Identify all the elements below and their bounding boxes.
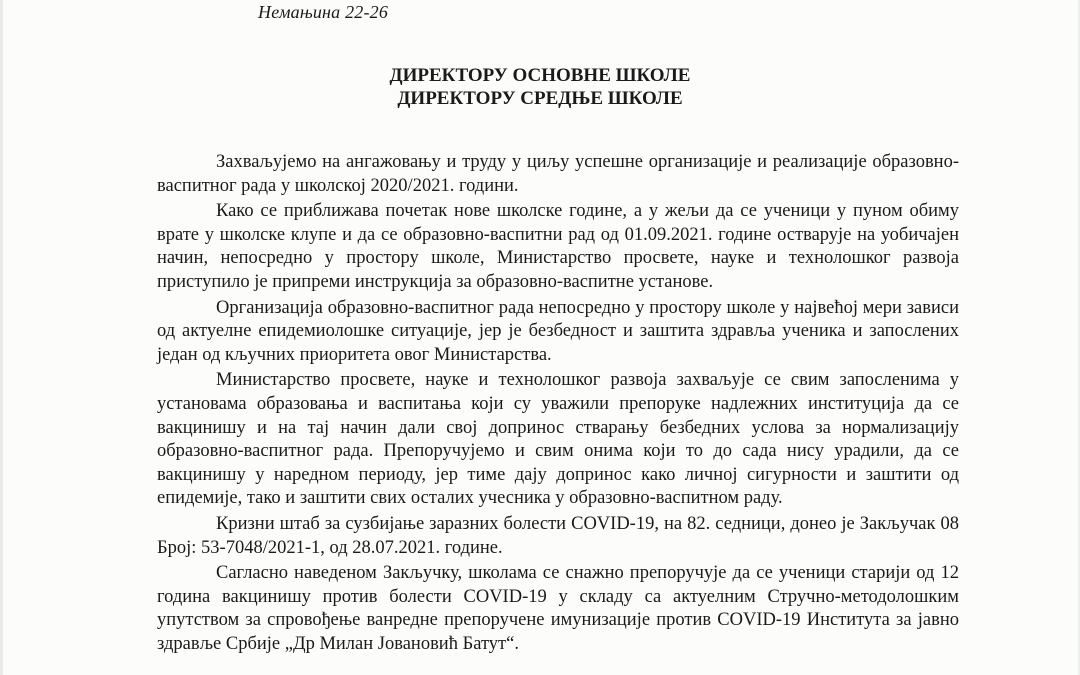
paragraph-crisis-staff-conclusion: Кризни штаб за сузбијање заразних болести COVID-19, на 82. седници, донео је Закључак 08 Број: 53-7048/2021-1, од 28.07.2021. године. bbox=[157, 513, 959, 558]
paragraph-thanks: Захваљујемо на ангажовању и труду у циљу успешне организације и реализације образовно-васпитног рада у школској 2020/2021. години. bbox=[157, 152, 959, 196]
paragraph-student-vaccination: Сагласно наведеном Закључку, школама се снажно препоручује да се ученици старији од 12 година вакцинишу против болести COVID-19 у складу са актуелним Стручно-методолошким упутством за спровођење ванредне препоручене имунизације против COVID-19 Института за јавно здравље Србије „Др Милан Јовановић Батут“. bbox=[157, 563, 959, 654]
recipient-line-secondary-school: ДИРЕКТОРУ СРЕДЊЕ ШКОЛЕ bbox=[397, 88, 683, 109]
sender-address: Немањина 22-26 bbox=[258, 2, 389, 22]
letter-body bbox=[157, 151, 959, 658]
paragraph-new-school-year: Како се приближава почетак нове школске године, а у жељи да се ученици у пуном обиму врате у школске клупе и да се образовно-васпитни рад од 01.09.2021. године остварује на уобичајен начин, непосредно у простору школе, Министарство просвете, науке и технолошког развоја приступило је припреми инструкција за образовно-васпитне установе. bbox=[157, 201, 959, 292]
recipient-heading bbox=[0, 64, 1080, 110]
recipient-line-primary-school: ДИРЕКТОРУ ОСНОВНЕ ШКОЛЕ bbox=[389, 65, 691, 86]
paragraph-epidemiological-situation: Организација образовно-васпитног рада непосредно у простору школе у највећој мери зависи од актуелне епидемиолошке ситуације, јер је безбедност и заштита здравља ученика и запослених један од кључних приоритета овог Министарства. bbox=[157, 297, 959, 365]
paragraph-vaccination-thanks: Министарство просвете, науке и технолошког развоја захваљује се свим запосленима у установама образовања и васпитања који су уважили препоруке надлежних институција да се вакцинишу и на тај начин дали свој допринос стварању безбедних услова за нормализацију образовно-васпитног рада. Препоручујемо и свим онима који то до сада нису урадили, да се вакцинишу у наредном периоду, јер тиме дају допринос како личној сигурности и заштити од епидемије, тако и заштити свих осталих учесника у образовно-васпитном раду. bbox=[157, 370, 959, 509]
